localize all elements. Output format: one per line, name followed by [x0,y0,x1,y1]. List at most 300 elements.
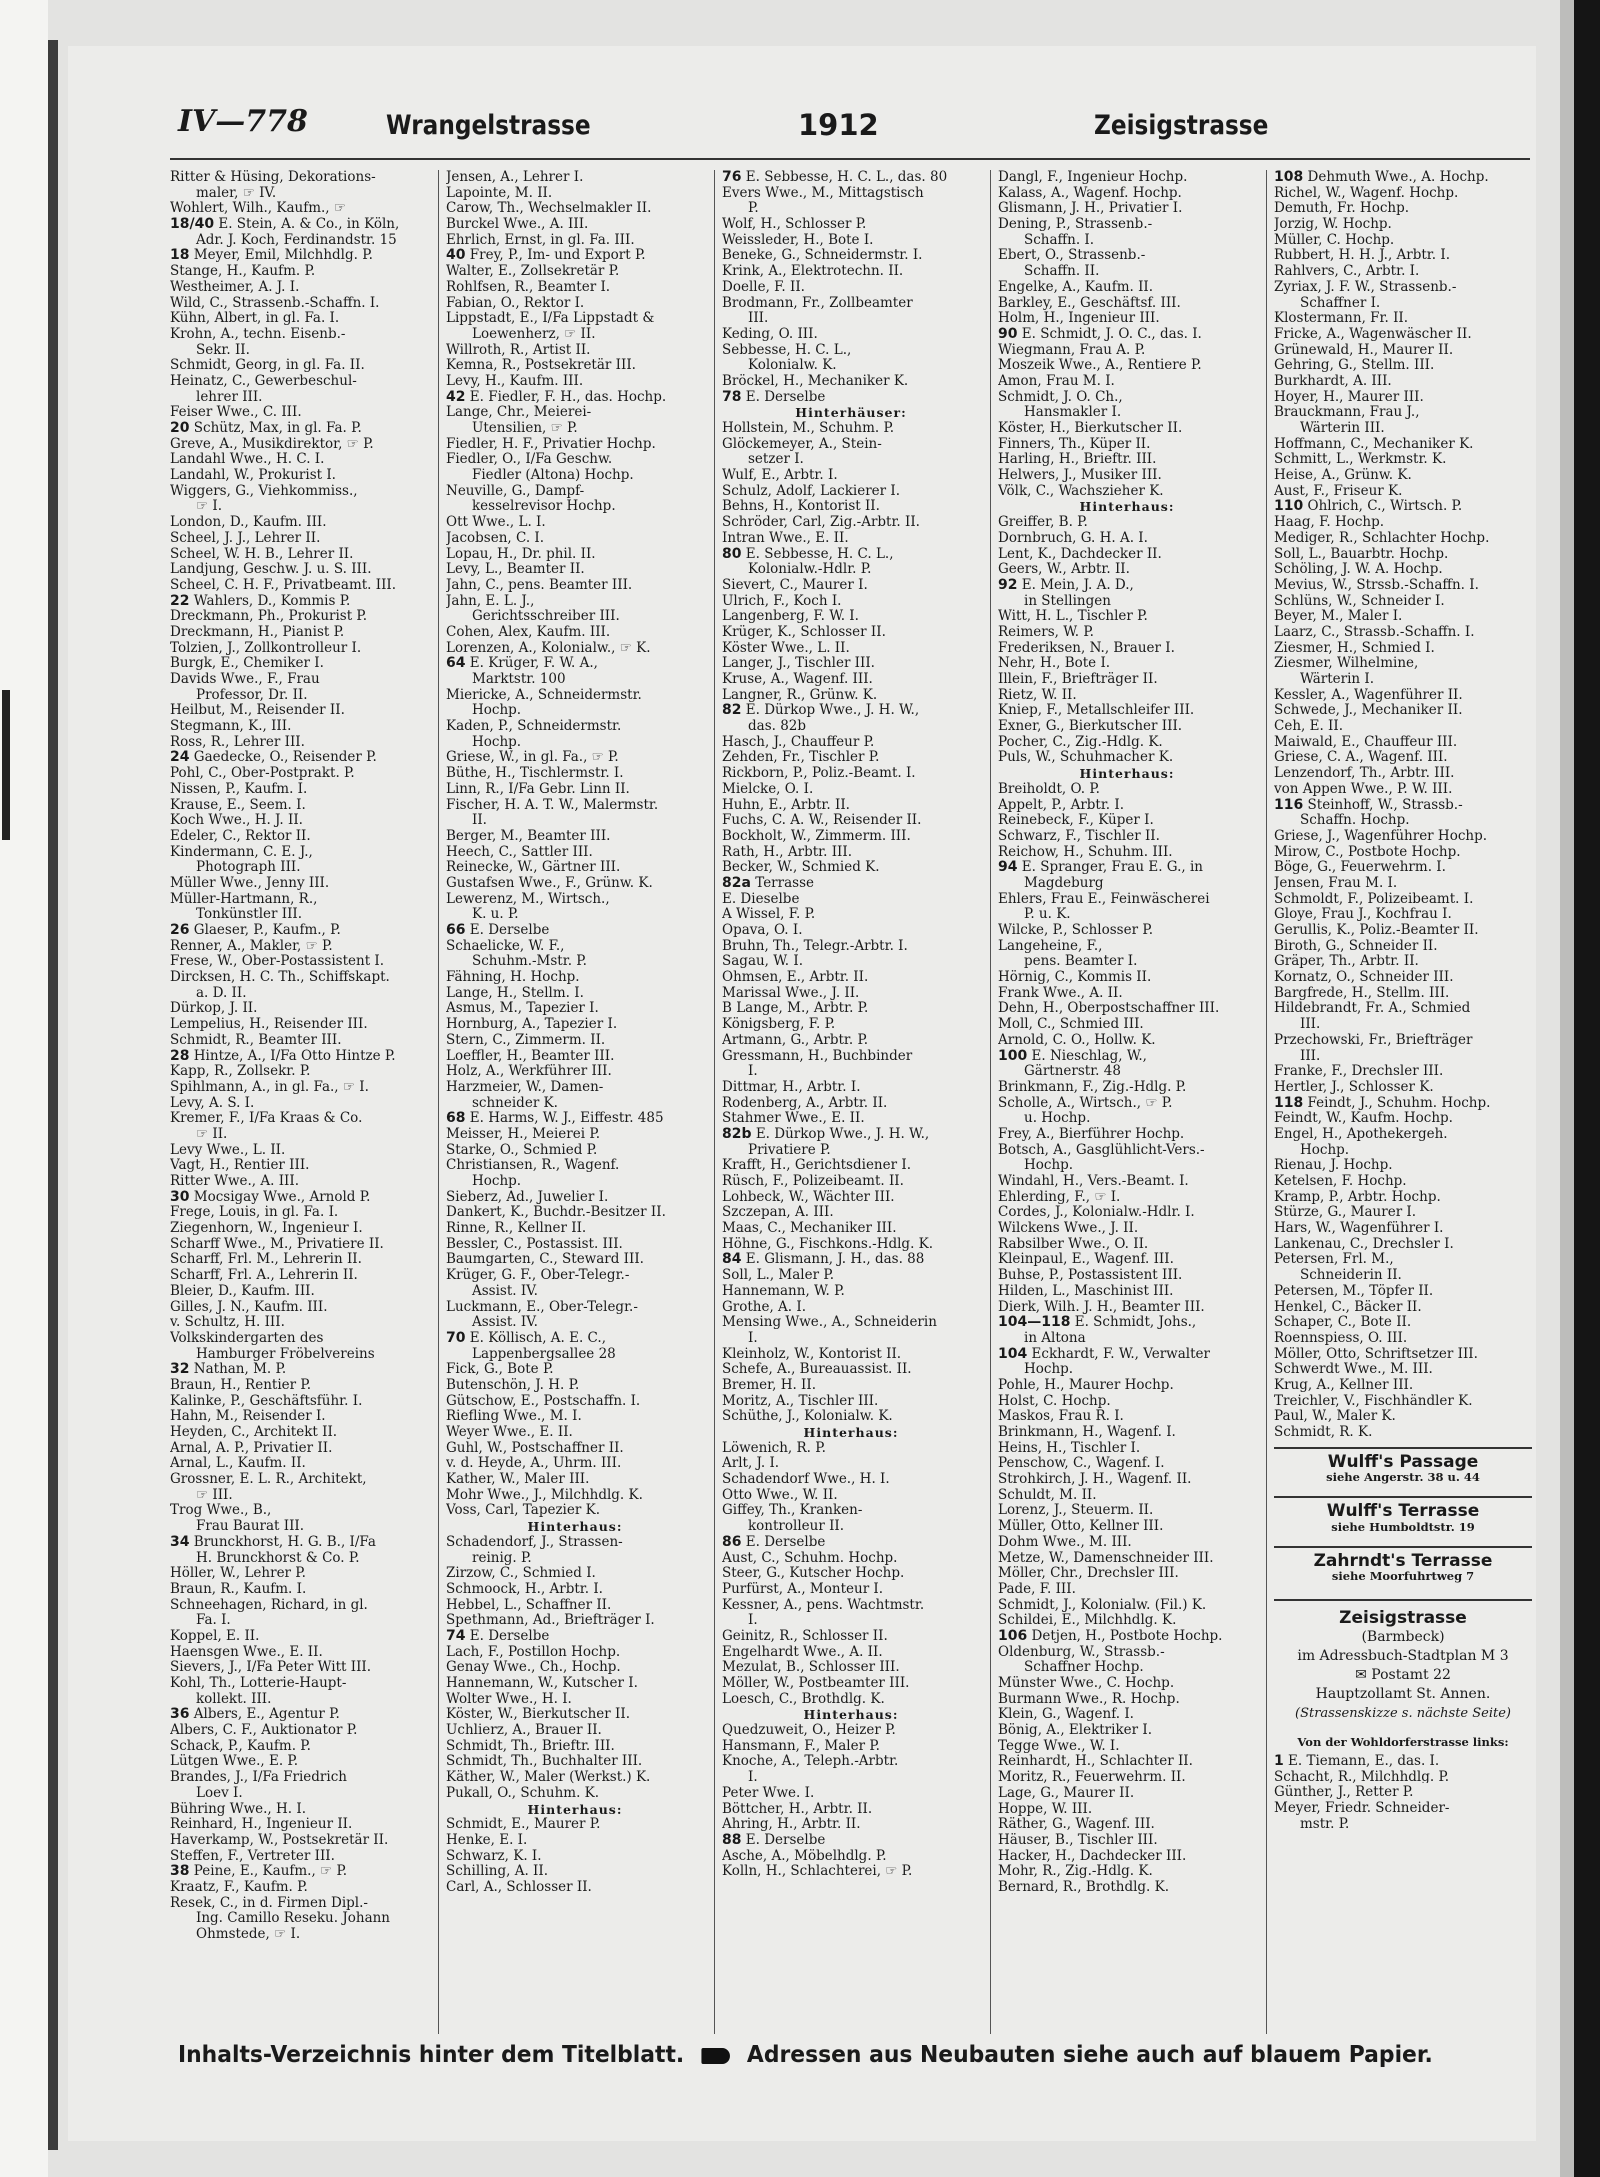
entry-text: Lorenz, J., Steuerm. II. [998,1503,1154,1519]
entry-text: Butenschön, J. H. P. [446,1377,580,1393]
entry-text: Ross, R., Lehrer III. [170,734,305,750]
directory-entry [1274,1080,1532,1096]
directory-entry [1274,1190,1532,1206]
entry-text: das. 82b [748,719,807,735]
directory-entry [446,719,704,735]
entry-text: Volkskindergarten des [170,1330,324,1346]
entry-text: Treichler, V., Fischhändler K. [1274,1393,1473,1409]
directory-entry [446,1174,704,1190]
directory-entry [170,1817,428,1833]
entry-text: Assist. IV. [472,1283,538,1299]
directory-entry [170,1927,428,1943]
directory-entry [998,578,1256,594]
directory-entry [1274,970,1532,986]
entry-text: Dening, P., Strassenb.- [998,217,1153,233]
entry-text: Rinne, R., Kellner II. [446,1221,587,1237]
directory-entry [170,1268,428,1284]
column-2 [446,170,704,2034]
directory-entry [170,1535,428,1551]
entry-text: I. [748,1613,758,1629]
entry-text: Frederiksen, N., Brauer I. [998,640,1175,656]
directory-entry [1274,343,1532,359]
directory-entry [446,233,704,249]
directory-entry [1274,547,1532,563]
directory-entry [722,860,980,876]
directory-entry [722,1409,980,1425]
directory-entry [446,1645,704,1661]
directory-entry [1274,1284,1532,1300]
entry-text: Ohlrich, C., Wirtsch. P. [1307,499,1463,515]
entry-text: reinig. P. [472,1550,532,1566]
directory-entry [998,437,1256,453]
entry-text: Hasch, J., Chauffeur P. [722,734,875,750]
entry-text: Illein, F., Briefträger II. [998,672,1158,687]
directory-entry [998,1849,1256,1865]
entry-text: Aust, F., Friseur K. [1274,483,1403,499]
directory-entry [446,468,704,484]
entry-text: Buhse, P., Postassistent III. [998,1268,1183,1284]
directory-entry [446,358,704,374]
entry-text: I. [748,1064,758,1080]
entry-text: Sievert, C., Maurer I. [722,577,868,593]
entry-text: Strohkirch, J. H., Wagenf. II. [998,1472,1192,1488]
entry-text: Reimers, W. P. [998,624,1094,640]
directory-entry [722,296,980,312]
ad-subtitle: siehe Angerstr. 38 u. 44 [1326,1470,1480,1485]
entry-text: Schaffn. II. [1024,264,1100,280]
entry-text: Arnal, L., Kaufm. II. [170,1456,306,1472]
directory-entry [722,970,980,986]
directory-entry [1274,1001,1532,1017]
entry-text: Doelle, F. II. [722,279,805,295]
house-number: 94 [998,860,1018,876]
directory-entry [722,1739,980,1755]
entry-text: Holz, A., Werkführer III. [446,1064,612,1080]
entry-text: Arnold, C. O., Hollw. K. [998,1032,1156,1048]
entry-text: Carl, A., Schlosser II. [446,1879,592,1895]
entry-text: Keding, O. III. [722,326,818,342]
entry-text: Hollstein, M., Schuhm. P. [722,421,895,436]
entry-text: Fähning, H. Hochp. [446,970,580,986]
directory-entry [998,1378,1256,1394]
directory-entry [998,1001,1256,1017]
entry-text: Giffey, Th., Kranken- [722,1503,863,1519]
entry-text: Schneiderin II. [1300,1268,1402,1284]
entry-text: Kaden, P., Schneidermstr. [446,719,622,735]
directory-entry [998,296,1256,312]
directory-entry [722,1268,980,1284]
entry-text: Müller Wwe., Jenny III. [170,875,330,891]
house-number: 66 [446,923,466,938]
entry-text: Braun, R., Kaufm. I. [170,1581,307,1597]
directory-entry [446,1566,704,1582]
entry-text: E. Derselbe [745,389,826,405]
entry-text: Frege, Louis, in gl. Fa. I. [170,1205,339,1221]
house-number: 88 [722,1832,742,1848]
entry-text: Lütgen Wwe., E. P. [170,1754,299,1770]
entry-text: Burmann Wwe., R. Hochp. [998,1691,1180,1707]
ad-title: Wulff's Passage [1327,1451,1479,1472]
entry-text: Levy, L., Beamter II. [446,562,585,578]
house-number: 24 [170,750,190,766]
directory-entry [998,1127,1256,1143]
directory-entry [722,1158,980,1174]
entry-text: Sievers, J., I/Fa Peter Witt III. [170,1660,372,1676]
entry-text: Schlüns, W., Schneider I. [1274,593,1445,609]
entry-text: Gilles, J. N., Kaufm. III. [170,1299,328,1315]
entry-text: Richel, W., Wagenf. Hochp. [1274,185,1459,201]
entry-text: Oldenburg, W., Strassb.- [998,1644,1165,1660]
entry-text: Bremer, H. II. [722,1377,817,1393]
directory-entry [722,845,980,861]
entry-text: Kessner, A., pens. Wachtmstr. [722,1597,925,1613]
entry-text: Metze, W., Damenschneider III. [998,1550,1214,1566]
column-rule [990,170,991,2034]
entry-text: Amon, Frau M. I. [998,373,1115,389]
entry-text: Dornbruch, G. H. A. I. [998,530,1148,546]
directory-entry [446,186,704,202]
directory-entry [722,1174,980,1190]
entry-text: Schildei, E., Milchhdlg. K. [998,1613,1177,1629]
entry-text: Becker, W., Schmied K. [722,860,880,876]
directory-entry [998,656,1256,672]
directory-entry [998,1802,1256,1818]
entry-text: in Stellingen [1024,593,1111,609]
directory-entry [998,1174,1256,1190]
directory-entry [998,562,1256,578]
entry-text: Bönig, A., Elektriker I. [998,1723,1152,1739]
entry-text: Gerichtsschreiber III. [472,609,620,625]
entry-text: Pohl, C., Ober-Postprakt. P. [170,766,355,782]
directory-entry [446,1033,704,1049]
directory-entry [446,170,704,186]
house-number: 30 [170,1189,190,1205]
entry-text: Rickborn, P., Poliz.-Beamt. I. [722,766,916,782]
entry-text: Löwenich, R. P. [722,1440,826,1456]
entry-text: Burkhardt, A. III. [1274,373,1392,389]
entry-text: Davids Wwe., F., Frau [170,672,320,687]
directory-entry [998,1692,1256,1708]
entry-text: E. Tiemann, E., das. I. [1288,1752,1440,1768]
directory-entry [446,484,704,500]
directory-entry [722,1456,980,1472]
entry-text: Asmus, M., Tapezier I. [446,1001,599,1017]
directory-entry [998,1660,1256,1676]
entry-text: Quedzuweit, O., Heizer P. [722,1723,896,1739]
entry-text: Intran Wwe., E. II. [722,530,849,546]
entry-text: Reinhard, H., Ingenieur II. [170,1817,353,1833]
directory-entry [1274,186,1532,202]
entry-text: A Wissel, F. P. [722,907,816,923]
entry-text: B Lange, M., Arbtr. P. [722,1001,869,1017]
directory-entry [170,1519,428,1535]
entry-text: Jorzig, W. Hochp. [1274,217,1392,233]
directory-entry [998,531,1256,547]
building-section-label: Hinterhaus: [527,1801,623,1817]
house-number: 34 [170,1534,190,1550]
page-header [68,104,1536,164]
entry-text: Schmidt, Georg, in gl. Fa. II. [170,358,365,374]
directory-entry [998,860,1256,876]
building-section-label: Hinterhaus: [803,1707,899,1723]
directory-entry [170,1864,428,1880]
entry-text: Finners, Th., Küper II. [998,436,1151,452]
house-number: 40 [446,248,466,264]
directory-entry [446,1472,704,1488]
entry-text: Lopau, H., Dr. phil. II. [446,546,596,562]
directory-entry [446,750,704,766]
entry-text: Heyden, C., Architekt II. [170,1425,338,1440]
entry-text: Dehmuth Wwe., A. Hochp. [1307,170,1489,185]
directory-entry [170,248,428,264]
directory-entry [170,1190,428,1206]
entry-text: Lappenbergsallee 28 [472,1346,616,1362]
directory-entry [170,1362,428,1378]
directory-entry [1274,1158,1532,1174]
directory-entry [446,280,704,296]
pointing-hand-icon [701,2048,730,2064]
directory-entry [722,1362,980,1378]
house-number: 68 [446,1111,466,1127]
entry-text: Loev I. [196,1785,243,1801]
directory-entry [998,547,1256,563]
directory-entry [1274,1111,1532,1127]
entry-text: Professor, Dr. II. [196,687,308,703]
directory-entry [722,1488,980,1504]
entry-text: Schmidt, R. K. [1274,1425,1373,1440]
directory-entry [170,703,428,719]
entry-text: Hars, W., Wagenführer I. [1274,1221,1444,1237]
entry-text: Guhl, W., Postschaffner II. [446,1440,624,1456]
entry-text: E. Derselbe [745,1832,826,1848]
directory-entry [446,625,704,641]
directory-entry [1274,813,1532,829]
entry-text: Magdeburg [1024,875,1104,891]
directory-entry [170,1300,428,1316]
directory-entry [722,1692,980,1708]
directory-entry [170,1786,428,1802]
entry-text: Kraatz, F., Kaufm. P. [170,1879,308,1895]
building-section-label: Hinterhaus: [803,1425,899,1440]
entry-text: v. d. Heyde, A., Uhrm. III. [446,1456,622,1472]
entry-text: Rohlfsen, R., Beamter I. [446,279,611,295]
directory-entry [722,1252,980,1268]
entry-text: II. [472,813,487,829]
house-number: 80 [722,546,742,562]
directory-entry [446,1268,704,1284]
directory-columns [170,170,1530,2034]
directory-entry [170,1378,428,1394]
entry-text: Kohl, Th., Lotterie-Haupt- [170,1676,347,1691]
header-rule [170,158,1530,160]
entry-text: Mohr Wwe., J., Milchhdlg. K. [446,1487,643,1503]
scan-margin-right [1560,0,1574,2177]
directory-entry [1274,1127,1532,1143]
directory-entry [1274,1205,1532,1221]
directory-entry [170,672,428,688]
directory-entry [1274,1347,1532,1363]
entry-text: P. [748,201,759,217]
ad-title: Wulff's Terrasse [1326,1501,1480,1522]
entry-text: Schmidt, J., Kolonialw. (Fil.) K. [998,1597,1207,1613]
directory-entry [170,405,428,421]
directory-entry [170,1127,428,1143]
directory-entry [170,1880,428,1896]
directory-entry [170,201,428,217]
directory-entry [170,954,428,970]
entry-text: Hilden, L., Maschinist III. [998,1283,1174,1299]
entry-text: Demuth, Fr. Hochp. [1274,201,1410,217]
house-number: 18 [170,248,190,264]
directory-entry [722,452,980,468]
directory-entry [722,547,980,563]
street-zollamt: Hauptzollamt St. Annen. [1315,1685,1491,1702]
directory-entry [446,954,704,970]
entry-text: Franke, F., Drechsler III. [1274,1064,1444,1080]
directory-entry [998,248,1256,264]
entry-text: Albers, E., Agentur P. [193,1707,340,1723]
directory-entry [722,766,980,782]
directory-entry [1274,750,1532,766]
entry-text: E. Fiedler, F. H., das. Hochp. [469,389,667,405]
directory-entry [1274,892,1532,908]
entry-text: Hochp. [472,703,522,719]
house-number: 86 [722,1534,742,1550]
directory-entry [446,1503,704,1519]
entry-text: Levy, H., Kaufm. III. [446,373,584,389]
entry-text: Ebert, O., Strassenb.- [998,248,1146,264]
directory-entry [446,1111,704,1127]
directory-entry [170,1551,428,1567]
directory-entry [998,1315,1256,1331]
directory-entry [998,1598,1256,1614]
entry-text: Lippstadt, E., I/Fa Lippstadt & [446,311,655,327]
directory-entry [446,1849,704,1865]
directory-entry [170,1221,428,1237]
entry-text: Exner, G., Bierkutscher III. [998,719,1183,735]
entry-text: Koppel, E. II. [170,1628,260,1644]
directory-entry [722,1817,980,1833]
directory-entry [170,1284,428,1300]
directory-entry [998,641,1256,657]
directory-entry [998,1300,1256,1316]
house-number: 82b [722,1126,752,1142]
entry-text: E. Glismann, J. H., das. 88 [745,1252,925,1268]
directory-entry [170,499,428,515]
entry-text: Kleinpaul, E., Wagenf. III. [998,1252,1174,1268]
directory-entry [170,876,428,892]
street-block-zeisigstrasse [1274,1599,1532,1830]
directory-entry [170,1080,428,1096]
entry-text: Dürkop, J. II. [170,1001,258,1017]
entry-text: Haag, F. Hochp. [1274,515,1385,531]
entry-text: Königsberg, F. P. [722,1017,836,1033]
entry-text: Böge, G., Feuerwehrm. I. [1274,860,1446,876]
directory-entry [446,1378,704,1394]
directory-entry [170,233,428,249]
house-number: 36 [170,1707,190,1723]
directory-entry [170,515,428,531]
directory-entry [1274,1143,1532,1159]
column-rule [438,170,439,2034]
entry-text: Schaffn. I. [1024,232,1095,248]
directory-entry [446,766,704,782]
directory-entry [998,1786,1256,1802]
directory-entry [1274,1221,1532,1237]
entry-text: Privatiere P. [748,1142,831,1158]
street-note: (Strassenskizze s. nächste Seite) [1295,1705,1511,1721]
entry-text: Engelhardt Wwe., A. II. [722,1644,883,1660]
directory-entry [170,1849,428,1865]
entry-text: Hebbel, L., Schaffner II. [446,1597,612,1613]
entry-text: Müller-Hartmann, R., [170,891,318,907]
directory-entry [722,609,980,625]
house-number: 116 [1274,797,1304,813]
entry-text: Wolter Wwe., H. I. [446,1691,572,1707]
directory-entry [170,1143,428,1159]
directory-entry [998,452,1256,468]
house-number: 82a [722,875,751,891]
entry-text: Ohmsen, E., Arbtr. II. [722,970,869,986]
entry-text: Pohle, H., Maurer Hochp. [998,1377,1174,1393]
directory-entry [170,798,428,814]
entry-text: Köster Wwe., L. II. [722,640,850,656]
directory-entry [446,217,704,233]
entry-text: Fick, G., Bote P. [446,1362,554,1378]
directory-entry [1274,798,1532,814]
directory-entry [446,1190,704,1206]
directory-entry [1274,1362,1532,1378]
entry-text: Wilckens Wwe., J. II. [998,1221,1139,1237]
entry-text: Biroth, G., Schneider II. [1274,938,1438,954]
directory-entry [722,1833,980,1849]
directory-entry [722,1582,980,1598]
entry-text: Dreckmann, Ph., Prokurist P. [170,609,368,625]
entry-text: Günther, J., Retter P. [1274,1784,1414,1799]
entry-text: Schwede, J., Mechaniker II. [1274,703,1463,719]
directory-entry [170,1425,428,1441]
directory-entry [446,1096,704,1112]
directory-entry [998,609,1256,625]
entry-text: Schuldt, M. II. [998,1487,1097,1503]
house-number: 64 [446,656,466,672]
entry-text: Rahlvers, C., Arbtr. I. [1274,264,1420,280]
entry-text: Asche, A., Möbelhdlg. P. [722,1848,887,1864]
entry-text: Ceh, E. II. [1274,719,1343,735]
entry-text: E. Dürkop Wwe., J. H. W., [755,1126,930,1142]
directory-entry [1274,860,1532,876]
entry-text: Jahn, E. L. J., [446,593,535,609]
directory-entry [998,1535,1256,1551]
directory-entry [170,735,428,751]
directory-entry [998,735,1256,751]
directory-entry [1274,468,1532,484]
directory-page [68,46,1536,2141]
directory-entry [170,860,428,876]
entry-text: Lewerenz, M., Wirtsch., [446,891,610,907]
directory-entry [170,1582,428,1598]
entry-text: Fiedler (Altona) Hochp. [472,468,634,484]
entry-text: Schmidt, Th., Brieftr. III. [446,1738,615,1754]
directory-entry [1274,766,1532,782]
entry-text: schneider K. [472,1095,558,1111]
entry-text: Krink, A., Elektrotechn. II. [722,264,904,280]
ad-subtitle: siehe Moorfuhrtweg 7 [1331,1569,1475,1584]
entry-text: Heins, H., Tischler I. [998,1440,1141,1456]
entry-text: III. [1300,1017,1321,1033]
entry-text: Landjung, Geschw. J. u. S. III. [170,562,372,578]
directory-entry [446,656,704,672]
